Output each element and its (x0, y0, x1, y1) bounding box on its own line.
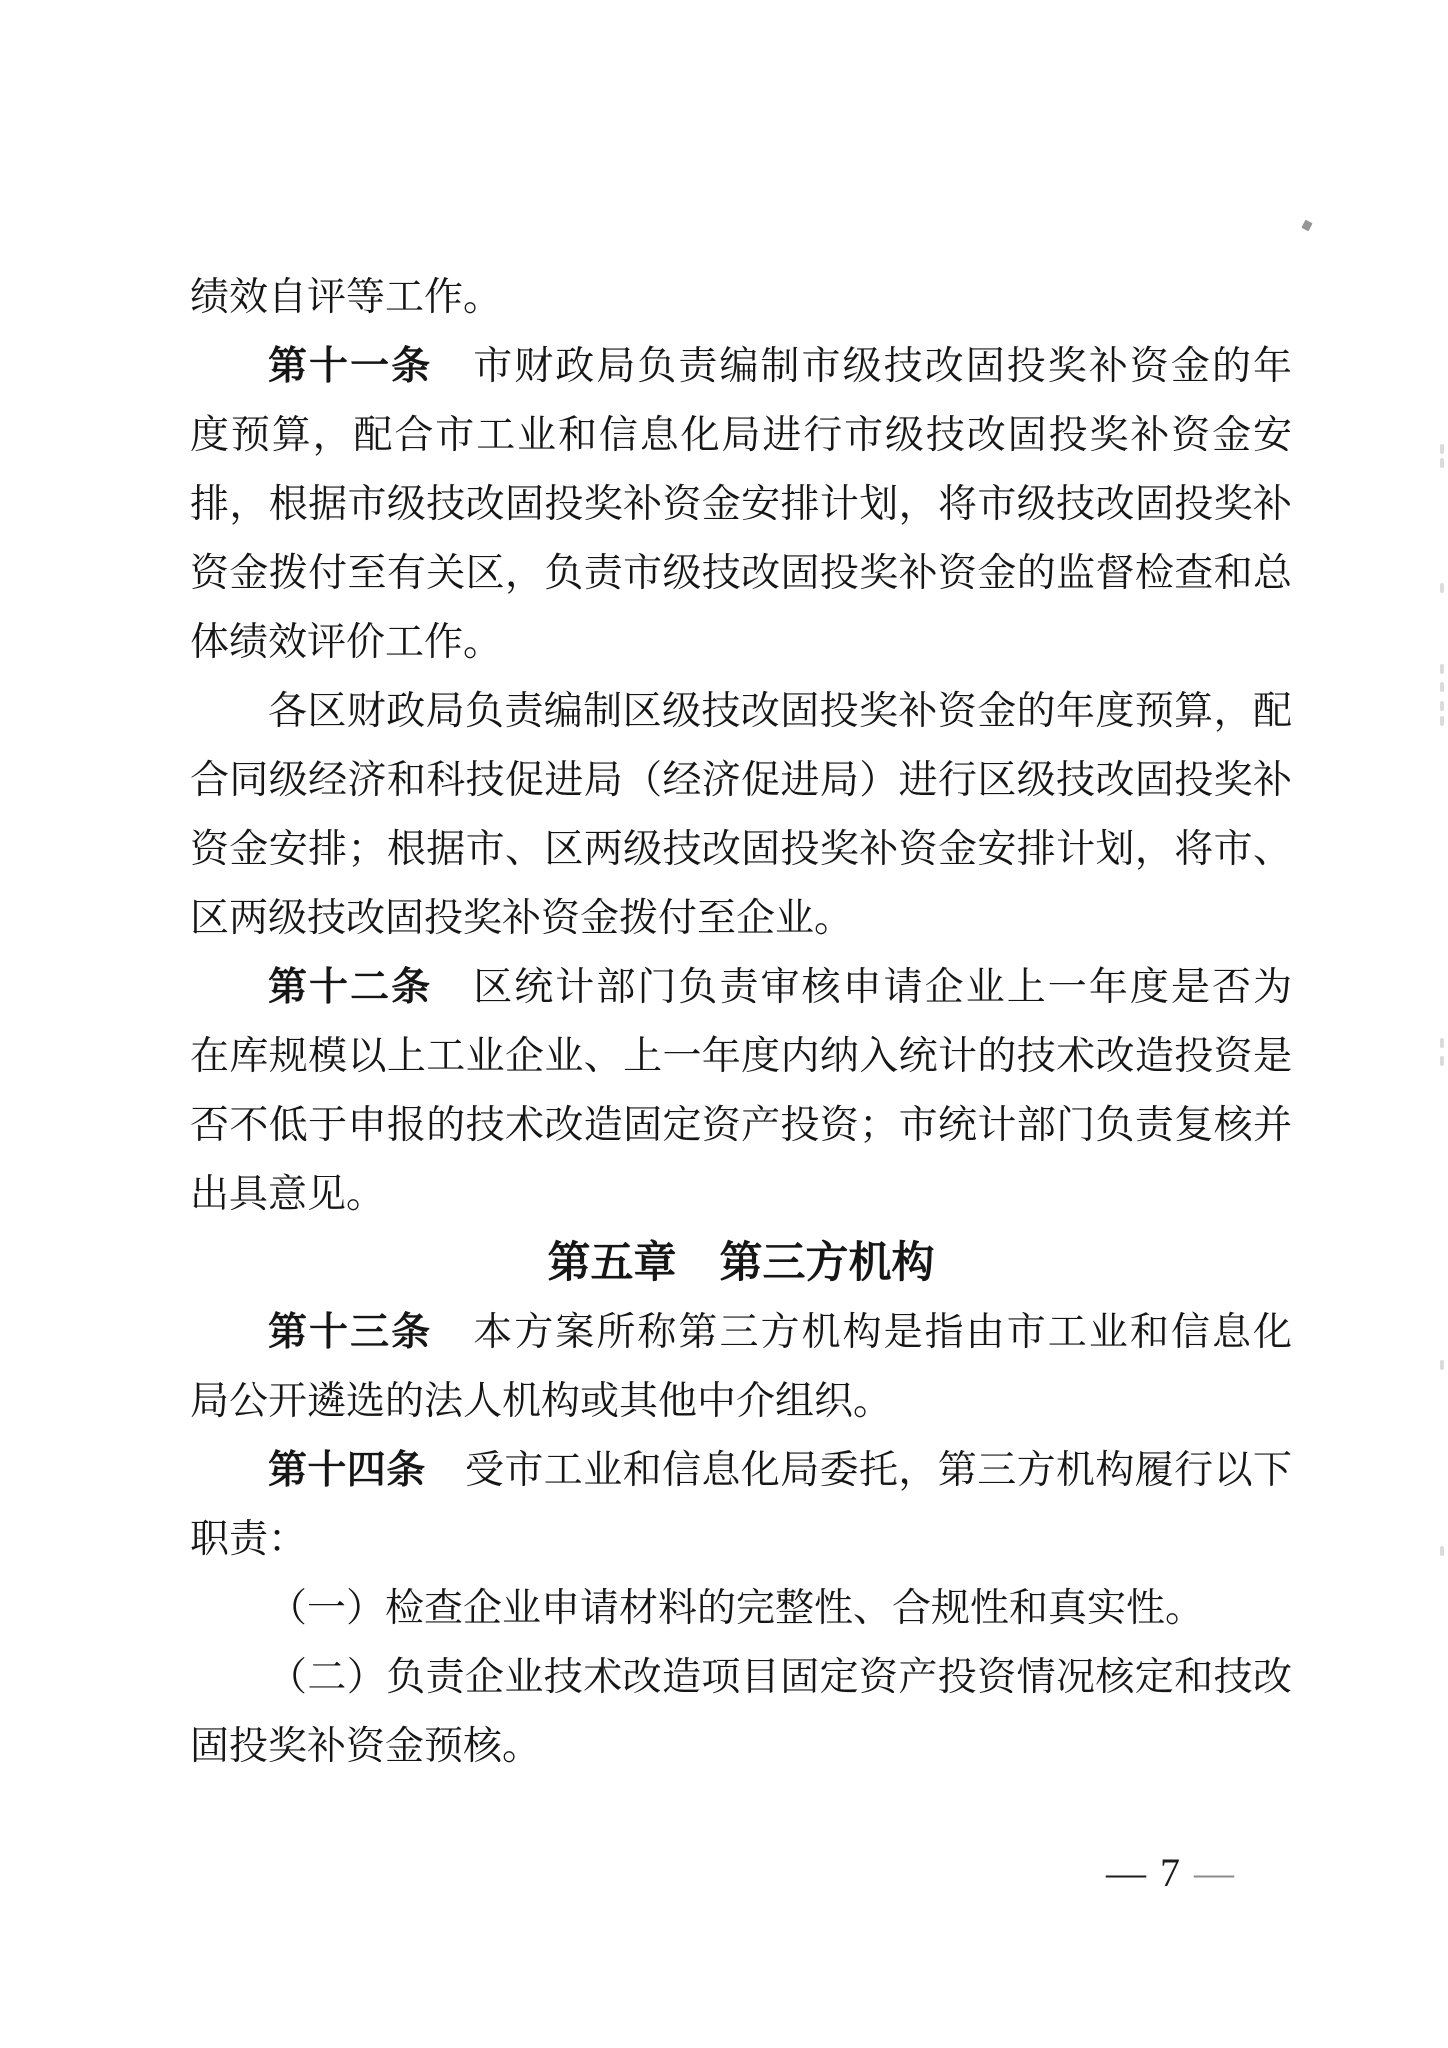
page-number-dash-right: — (1194, 1850, 1232, 1895)
scan-tick (1440, 444, 1444, 454)
text-line: 职责： (190, 1518, 308, 1561)
text-line: 度预算，配合市工业和信息化局进行市级技改固投奖补资金安 (190, 414, 1292, 457)
scan-tick (1440, 583, 1444, 593)
article-number: 第十四条 (268, 1449, 426, 1492)
article-number: 第十一条 (268, 345, 433, 388)
scan-tick (1440, 1038, 1444, 1048)
scan-tick (1440, 701, 1444, 711)
page-number-value: 7 (1160, 1850, 1180, 1895)
page-number (1106, 1843, 1232, 1903)
text-line: 局公开遴选的法人机构或其他中介组织。 (190, 1380, 893, 1423)
document-body (190, 263, 1292, 1781)
text-line: 第十一条 市财政局负责编制市级技改固投奖补资金的年 (268, 345, 1292, 388)
text-line: 合同级经济和科技促进局（经济促进局）进行区级技改固投奖补 (190, 759, 1292, 802)
scan-tick (1440, 682, 1444, 692)
scan-tick (1440, 458, 1444, 468)
text-line: （一）检查企业申请材料的完整性、合规性和真实性。 (268, 1587, 1205, 1630)
scan-tick (1440, 1056, 1444, 1066)
text-line: 区两级技改固投奖补资金拨付至企业。 (190, 897, 854, 940)
page-number-dash-left: — (1106, 1850, 1146, 1895)
scan-tick (1440, 1360, 1444, 1370)
text-line: （二）负责企业技术改造项目固定资产投资情况核定和技改 (268, 1656, 1292, 1699)
text-line: 资金安排；根据市、区两级技改固投奖补资金安排计划，将市、 (190, 828, 1292, 871)
scan-tick (1440, 716, 1444, 726)
text-line: 体绩效评价工作。 (190, 621, 503, 664)
chapter-heading: 第五章 第三方机构 (547, 1240, 935, 1287)
text-line: 绩效自评等工作。 (190, 276, 503, 319)
text-line: 在库规模以上工业企业、上一年度内纳入统计的技术改造投资是 (190, 1035, 1292, 1078)
text-line: 第十二条 区统计部门负责审核申请企业上一年度是否为 (268, 966, 1292, 1009)
text-line: 排，根据市级技改固投奖补资金安排计划，将市级技改固投奖补 (190, 483, 1292, 526)
text-line: 第十三条 本方案所称第三方机构是指由市工业和信息化 (268, 1311, 1292, 1354)
text-line: 资金拨付至有关区，负责市级技改固投奖补资金的监督检查和总 (190, 552, 1292, 595)
scan-tick (1440, 664, 1444, 674)
article-number: 第十三条 (268, 1311, 433, 1354)
text-line: 固投奖补资金预核。 (190, 1725, 542, 1768)
text-line: 各区财政局负责编制区级技改固投奖补资金的年度预算，配 (268, 690, 1292, 733)
scan-speck (1301, 220, 1312, 232)
text-line: 出具意见。 (190, 1173, 386, 1216)
scan-tick (1440, 1546, 1444, 1556)
article-number: 第十二条 (268, 966, 433, 1009)
text-line: 第十四条 受市工业和信息化局委托，第三方机构履行以下 (268, 1449, 1292, 1492)
text-line: 否不低于申报的技术改造固定资产投资；市统计部门负责复核并 (190, 1104, 1292, 1147)
